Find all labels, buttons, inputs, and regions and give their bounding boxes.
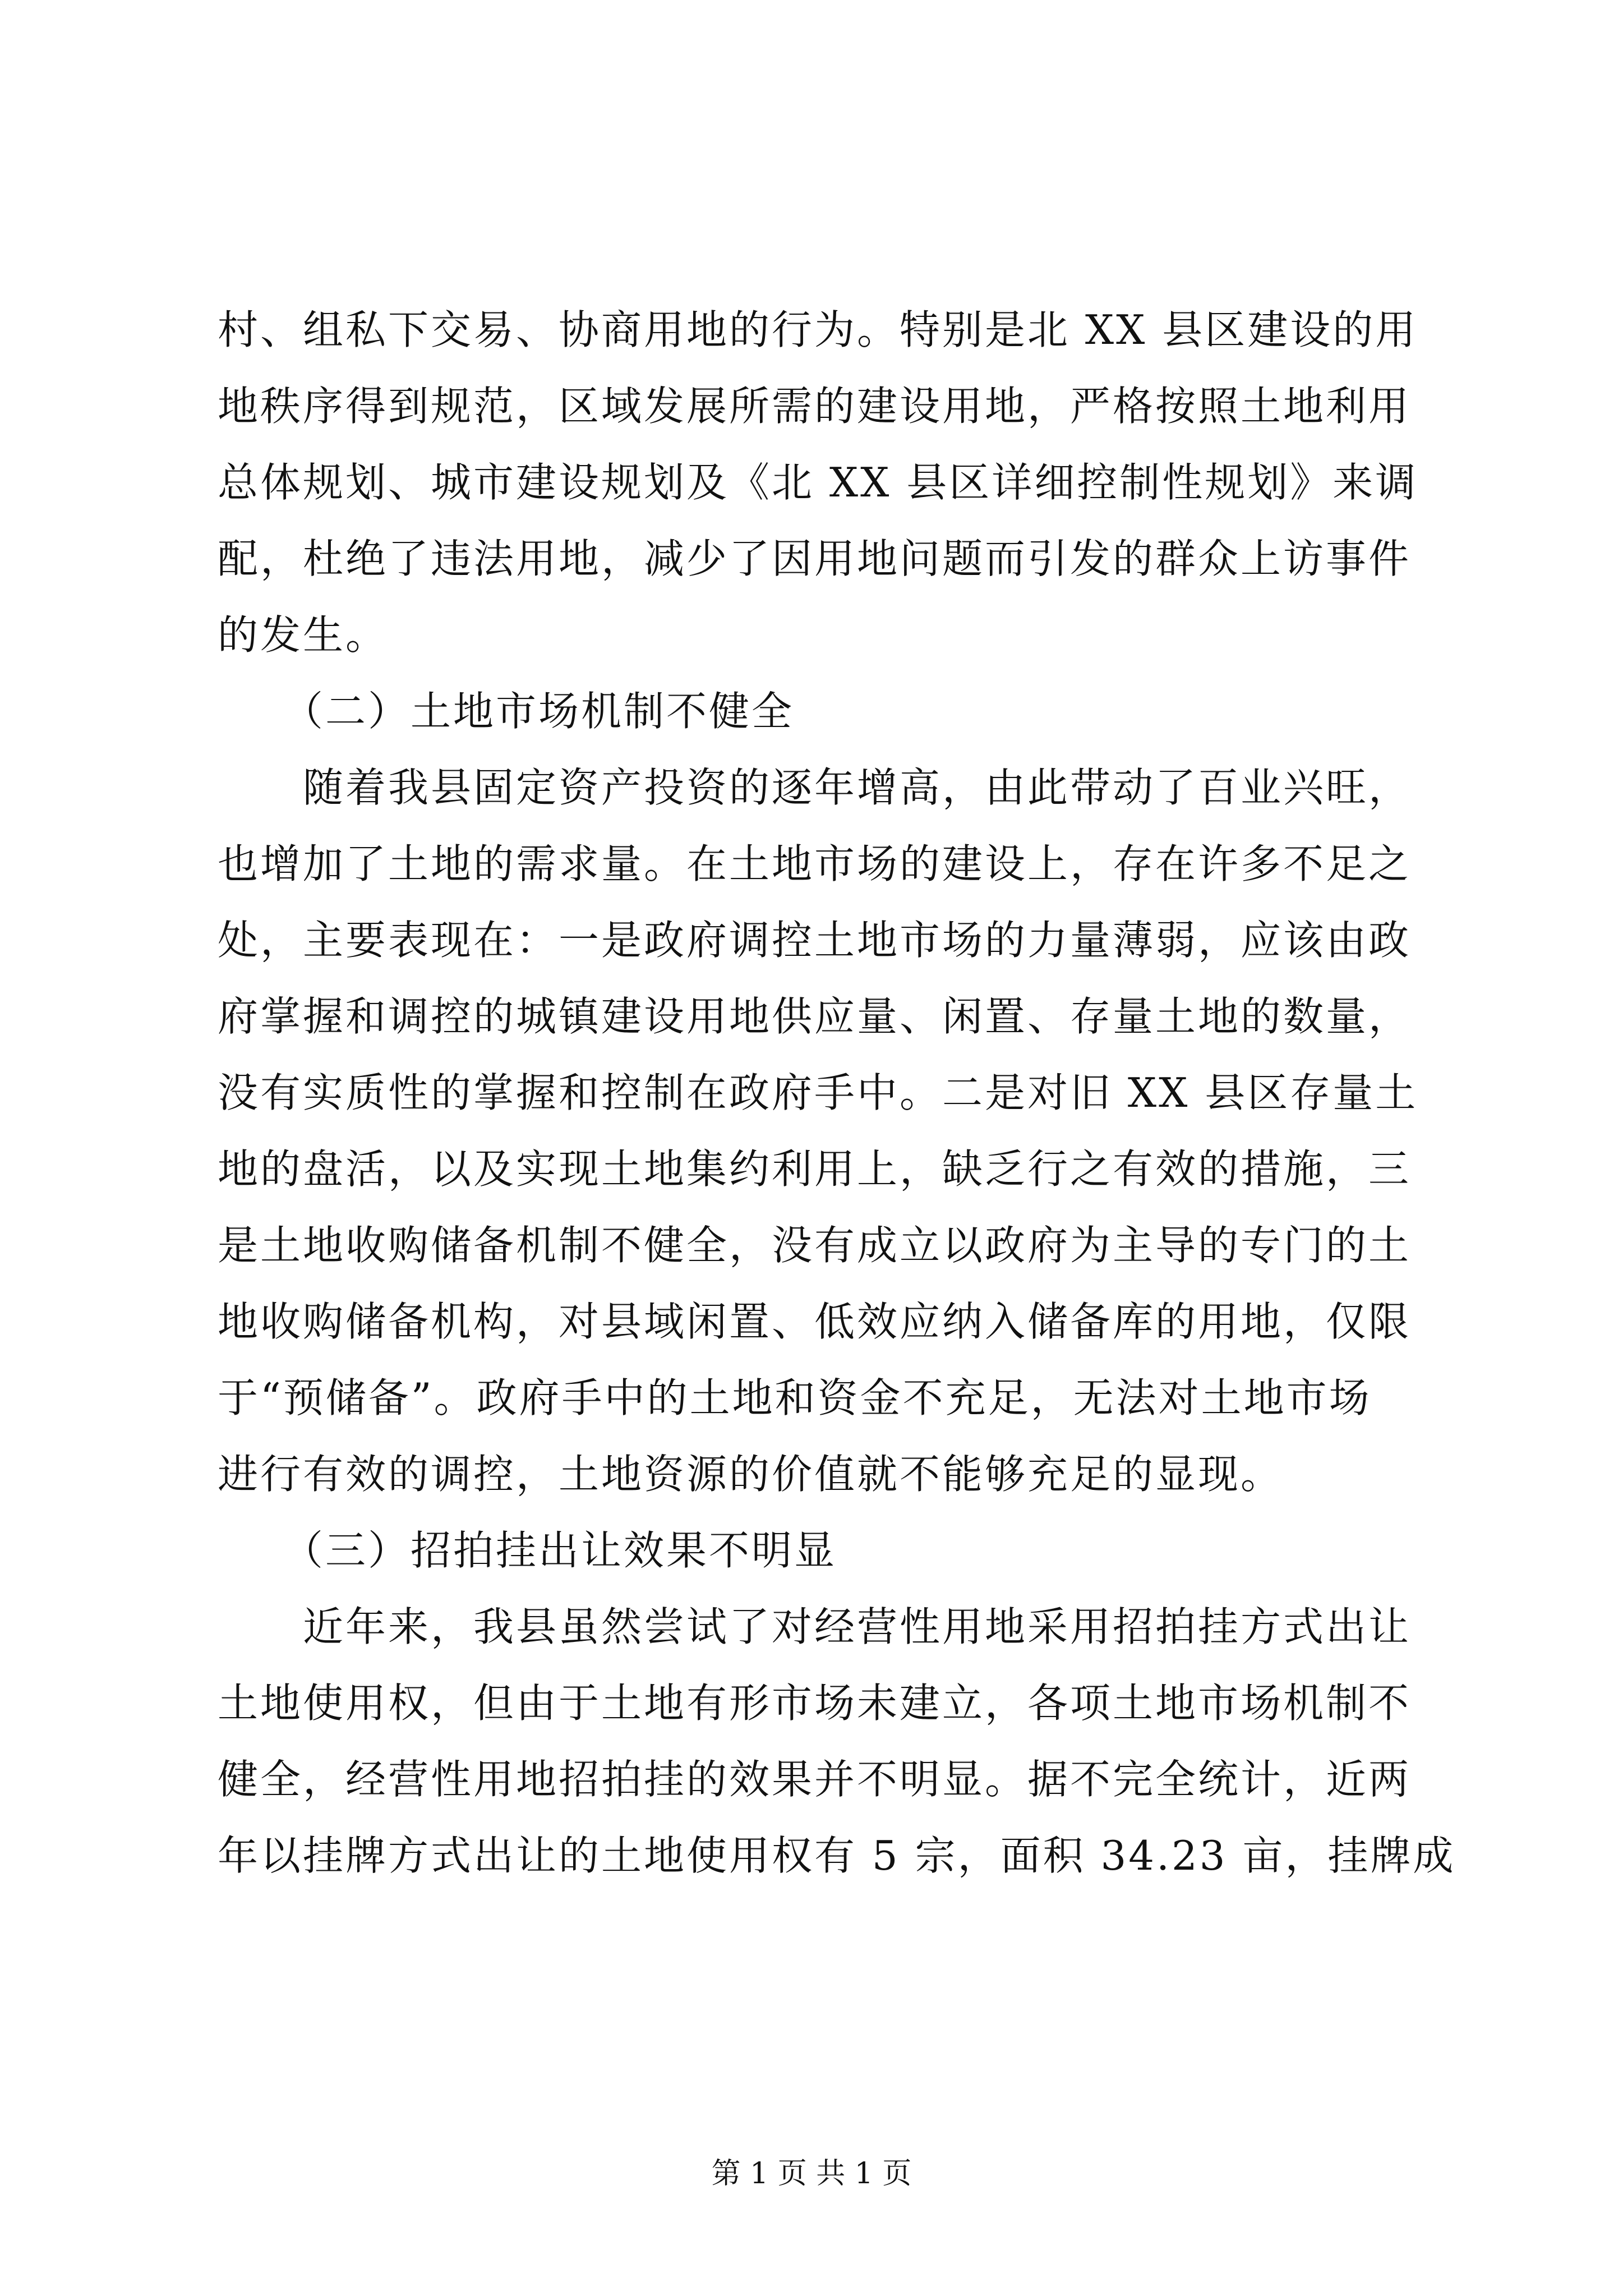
text-line: 地秩序得到规范，区域发展所需的建设用地，严格按照土地利用 bbox=[218, 383, 1412, 430]
text-line: 总体规划、城市建设规划及《北 XX 县区详细控制性规划》来调 bbox=[218, 459, 1418, 506]
text-line: 于“预储备”。政府手中的土地和资金不充足，无法对土地市场 bbox=[218, 1374, 1372, 1421]
section-heading: （二）土地市场机制不健全 bbox=[218, 688, 795, 735]
text-line: 的发生。 bbox=[218, 611, 389, 659]
page-footer: 第 1 页 共 1 页 bbox=[711, 2157, 912, 2191]
text-line: 村、组私下交易、协商用地的行为。特别是北 XX 县区建设的用 bbox=[218, 306, 1418, 353]
text-line: 地的盘活，以及实现土地集约利用上，缺乏行之有效的措施，三 bbox=[218, 1145, 1412, 1193]
text-line: 处，主要表现在：一是政府调控土地市场的力量薄弱，应该由政 bbox=[218, 917, 1412, 964]
document-body bbox=[218, 292, 1456, 1894]
text-line: 府掌握和调控的城镇建设用地供应量、闲置、存量土地的数量， bbox=[218, 993, 1412, 1040]
text-line: 健全，经营性用地招拍挂的效果并不明显。据不完全统计，近两 bbox=[218, 1756, 1412, 1803]
text-line: 配，杜绝了违法用地，减少了因用地问题而引发的群众上访事件 bbox=[218, 535, 1412, 582]
text-line: 年以挂牌方式出让的土地使用权有 5 宗，面积 34.23 亩，挂牌成 bbox=[218, 1832, 1456, 1879]
text-line: 是土地收购储备机制不健全，没有成立以政府为主导的专门的土 bbox=[218, 1222, 1412, 1269]
section-heading: （三）招拍挂出让效果不明显 bbox=[218, 1527, 837, 1574]
text-line: 进行有效的调控，土地资源的价值就不能够充足的显现。 bbox=[218, 1451, 1284, 1498]
text-line: 随着我县固定资产投资的逐年增高，由此带动了百业兴旺， bbox=[218, 764, 1412, 811]
text-line: 近年来，我县虽然尝试了对经营性用地采用招拍挂方式出让 bbox=[218, 1603, 1412, 1650]
text-line: 没有实质性的掌握和控制在政府手中。二是对旧 XX 县区存量土 bbox=[218, 1069, 1418, 1116]
text-line: 土地使用权，但由于土地有形市场未建立，各项土地市场机制不 bbox=[218, 1680, 1412, 1727]
text-line: 地收购储备机构，对县域闲置、低效应纳入储备库的用地，仅限 bbox=[218, 1298, 1412, 1345]
text-line: 也增加了土地的需求量。在土地市场的建设上，存在许多不足之 bbox=[218, 840, 1412, 887]
